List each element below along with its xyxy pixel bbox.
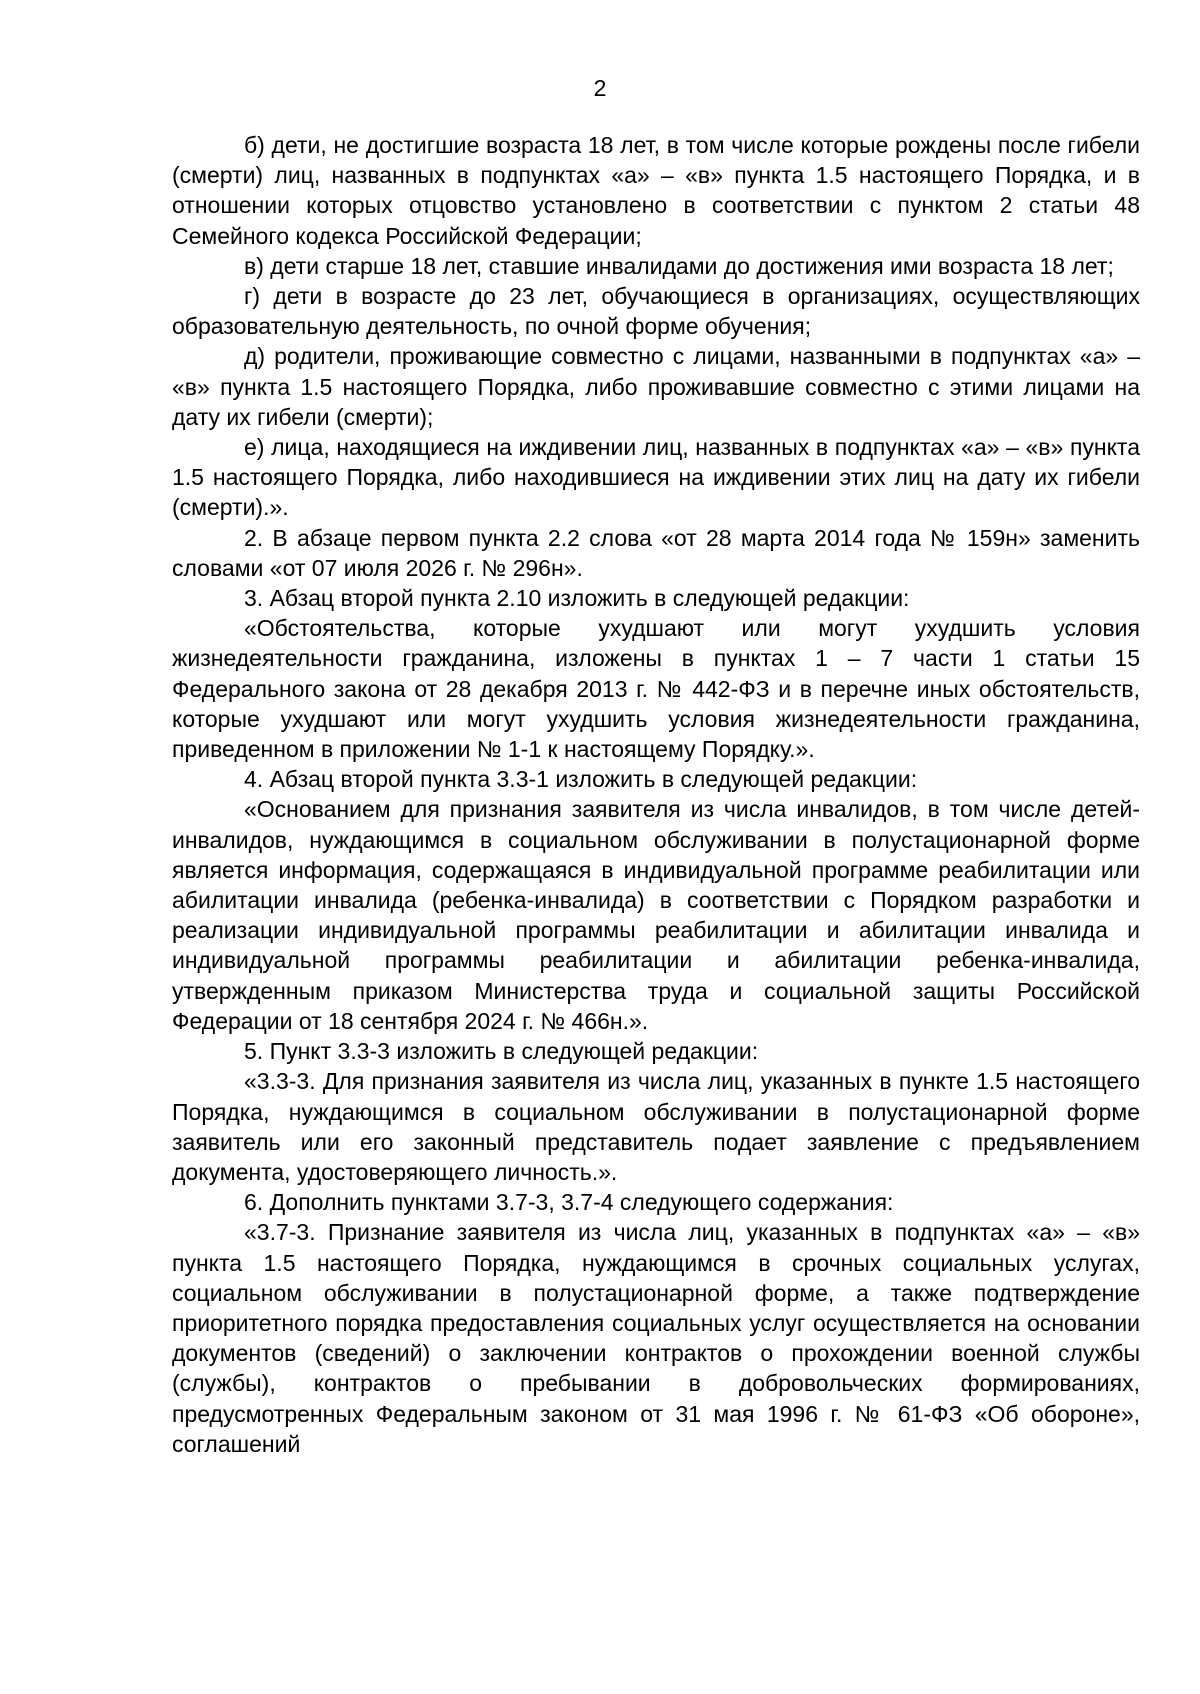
paragraph-subitem-b: б) дети, не достигшие возраста 18 лет, в том числе которые рождены после гибели (смерти) лиц, названных в подпунктах «а» – «в» пункта 1.5 настоящего Порядка, и в отношении которых отцовство установлено в соответствии с пунктом 2 статьи 48 Семейного кодекса Российской Федерации; — [172, 132, 1140, 249]
paragraph-subitem-g: г) дети в возрасте до 23 лет, обучающиеся в организациях, осуществляющих образовательную деятельность, по очной форме обучения; — [172, 283, 1140, 340]
page-number: 2 — [593, 75, 607, 101]
document-body — [172, 130, 1140, 1459]
paragraph-item-6: 6. Дополнить пунктами 3.7-3, 3.7-4 следующего содержания: — [244, 1189, 894, 1216]
paragraph-item-4: 4. Абзац второй пункта 3.3-1 изложить в следующей редакции: — [244, 766, 918, 793]
paragraph-item-2: 2. В абзаце первом пункта 2.2 слова «от 28 марта 2014 года № 159н» заменить словами «от 07 июля 2026 г. № 296н». — [172, 524, 1140, 581]
paragraph-subitem-v: в) дети старше 18 лет, ставшие инвалидами до достижения ими возраста 18 лет; — [244, 252, 1114, 279]
paragraph-subitem-d: д) родители, проживающие совместно с лицами, названными в подпунктах «а» – «в» пункта 1.5 настоящего Порядка, либо проживавшие совместно с этими лицами на дату их гибели (смерти); — [172, 343, 1140, 430]
paragraph-item-4-quote: «Основанием для признания заявителя из числа инвалидов, в том числе детей-инвалидов, нуждающимся в социальном обслуживании в полустационарной форме является информация, содержащаяся в индивидуальной программе реабилитации или абилитации инвалида (ребенка-инвалида) в соответствии с Порядком разработки и реализации индивидуальной программы реабилитации и абилитации инвалида и индивидуальной программы реабилитации и абилитации ребенка-инвалида, утвержденным приказом Министерства труда и социальной защиты Российской Федерации от 18 сентября 2024 г. № 466н.». — [172, 796, 1140, 1034]
paragraph-item-5: 5. Пункт 3.3-3 изложить в следующей редакции: — [244, 1038, 759, 1065]
paragraph-item-6-quote: «3.7-3. Признание заявителя из числа лиц, указанных в подпунктах «а» – «в» пункта 1.5 настоящего Порядка, нуждающимся в срочных социальных услугах, социальном обслуживании в полустационарной форме, а также подтверждение приоритетного порядка предоставления социальных услуг осуществляется на основании документов (сведений) о заключении контрактов о прохождении военной службы (службы), контрактов о пребывании в добровольческих формированиях, предусмотренных Федеральным законом от 31 мая 1996 г. № 61-ФЗ «Об обороне», соглашений — [172, 1219, 1140, 1457]
paragraph-item-3: 3. Абзац второй пункта 2.10 изложить в следующей редакции: — [244, 585, 910, 612]
paragraph-item-5-quote: «3.3-3. Для признания заявителя из числа лиц, указанных в пункте 1.5 настоящего Порядка, нуждающимся в социальном обслуживании в полустационарной форме заявитель или его законный представитель подает заявление с предъявлением документа, удостоверяющего личность.». — [172, 1068, 1140, 1185]
paragraph-subitem-e: е) лица, находящиеся на иждивении лиц, названных в подпунктах «а» – «в» пункта 1.5 настоящего Порядка, либо находившиеся на иждивении этих лиц на дату их гибели (смерти).». — [172, 434, 1140, 521]
paragraph-item-3-quote: «Обстоятельства, которые ухудшают или могут ухудшить условия жизнедеятельности гражданина, изложены в пунктах 1 – 7 части 1 статьи 15 Федерального закона от 28 декабря 2013 г. № 442-ФЗ и в перечне иных обстоятельств, которые ухудшают или могут ухудшить условия жизнедеятельности гражданина, приведенном в приложении № 1-1 к настоящему Порядку.». — [172, 615, 1140, 763]
